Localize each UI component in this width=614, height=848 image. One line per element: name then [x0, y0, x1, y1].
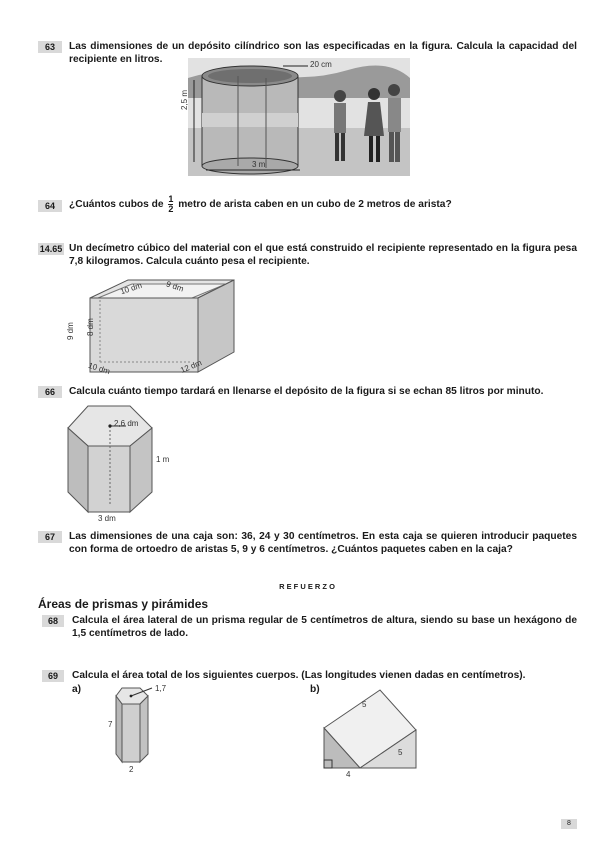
p65-label-side: 12 dm — [179, 358, 204, 375]
refuerzo-heading: R E F U E R Z O — [279, 582, 335, 591]
problem-64-text — [69, 192, 577, 218]
p69a-label-height: 7 — [108, 720, 113, 729]
p65-label-inner-a: 10 dm — [119, 280, 144, 297]
problem-68-number: 68 — [42, 615, 64, 627]
p64-text-before: ¿Cuántos cubos de — [69, 199, 164, 210]
p66-label-side: 3 dm — [98, 514, 116, 523]
p63-label-width: 3 m — [252, 160, 266, 169]
hexagonal-prism-tank-diagram — [66, 402, 156, 514]
problem-63-number: 63 — [38, 41, 62, 53]
p65-label-front: 10 dm — [87, 360, 112, 377]
p64-fraction — [168, 195, 173, 214]
p66-label-height: 1 m — [156, 455, 170, 464]
problem-66-text: Calcula cuánto tiempo tardará en llenarse el depósito de la figura si se echan 85 litros por minuto. — [69, 386, 544, 397]
problem-64-number: 64 — [38, 200, 62, 212]
p65-label-inner-h: 8 dm — [86, 318, 95, 336]
hexagonal-prism-a-diagram — [114, 686, 154, 766]
problem-66-number: 66 — [38, 386, 62, 398]
p63-label-height: 2,5 m — [180, 89, 189, 110]
p69b-label-hyp: 5 — [362, 700, 367, 709]
section-title: Áreas de prismas y pirámides — [38, 597, 209, 611]
problem-63-text: Las dimensiones de un depósito cilíndrico son las especificadas en la figura. Calcula la capacidad del recipiente en litros. — [69, 41, 577, 65]
p65-label-outer-h: 9 dm — [66, 322, 75, 340]
p69-a-tag: a) — [72, 684, 82, 695]
p69-b-tag: b) — [310, 684, 320, 695]
problem-69-text: Calcula el área total de los siguientes cuerpos. (Las longitudes vienen dadas en centímetros). — [72, 670, 526, 681]
p64-frac-num: 1 — [168, 193, 174, 204]
p66-label-apothem: 2,6 dm — [114, 419, 139, 428]
p64-text-after: metro de arista caben en un cubo de 2 metros de arista? — [178, 199, 452, 210]
p65-label-inner-b: 9 dm — [165, 279, 185, 294]
p64-frac-den: 2 — [168, 203, 174, 214]
cylinder-tank-illustration — [188, 58, 410, 176]
p69b-label-base: 4 — [346, 770, 351, 779]
p69a-label-top: 1,7 — [155, 684, 167, 693]
open-box-diagram — [78, 276, 238, 376]
problem-65-number: 14.65 — [39, 244, 63, 254]
p69a-label-side: 2 — [129, 765, 134, 774]
problem-69-number: 69 — [42, 670, 64, 682]
problem-67-text: Las dimensiones de una caja son: 36, 24 y 30 centímetros. En esta caja se quieren introducir paquetes con forma de ortoedro de aristas 5, 9 y 6 centímetros. ¿Cuántos paquetes caben en la caja? — [69, 531, 577, 555]
p63-label-top: 20 cm — [310, 60, 332, 69]
problem-65-text: Un decímetro cúbico del material con el que está construido el recipiente representado en la figura pesa 7,8 kilogramos. Calcula cuánto pesa el recipiente. — [69, 243, 577, 267]
p69b-label-right: 5 — [398, 748, 403, 757]
problem-67-number: 67 — [38, 531, 62, 543]
page-number: 8 — [561, 819, 577, 829]
triangular-prism-b-diagram — [320, 688, 420, 772]
problem-68-text: Calcula el área lateral de un prisma regular de 5 centímetros de altura, siendo su base un hexágono de 1,5 centímetros de lado. — [72, 615, 577, 639]
